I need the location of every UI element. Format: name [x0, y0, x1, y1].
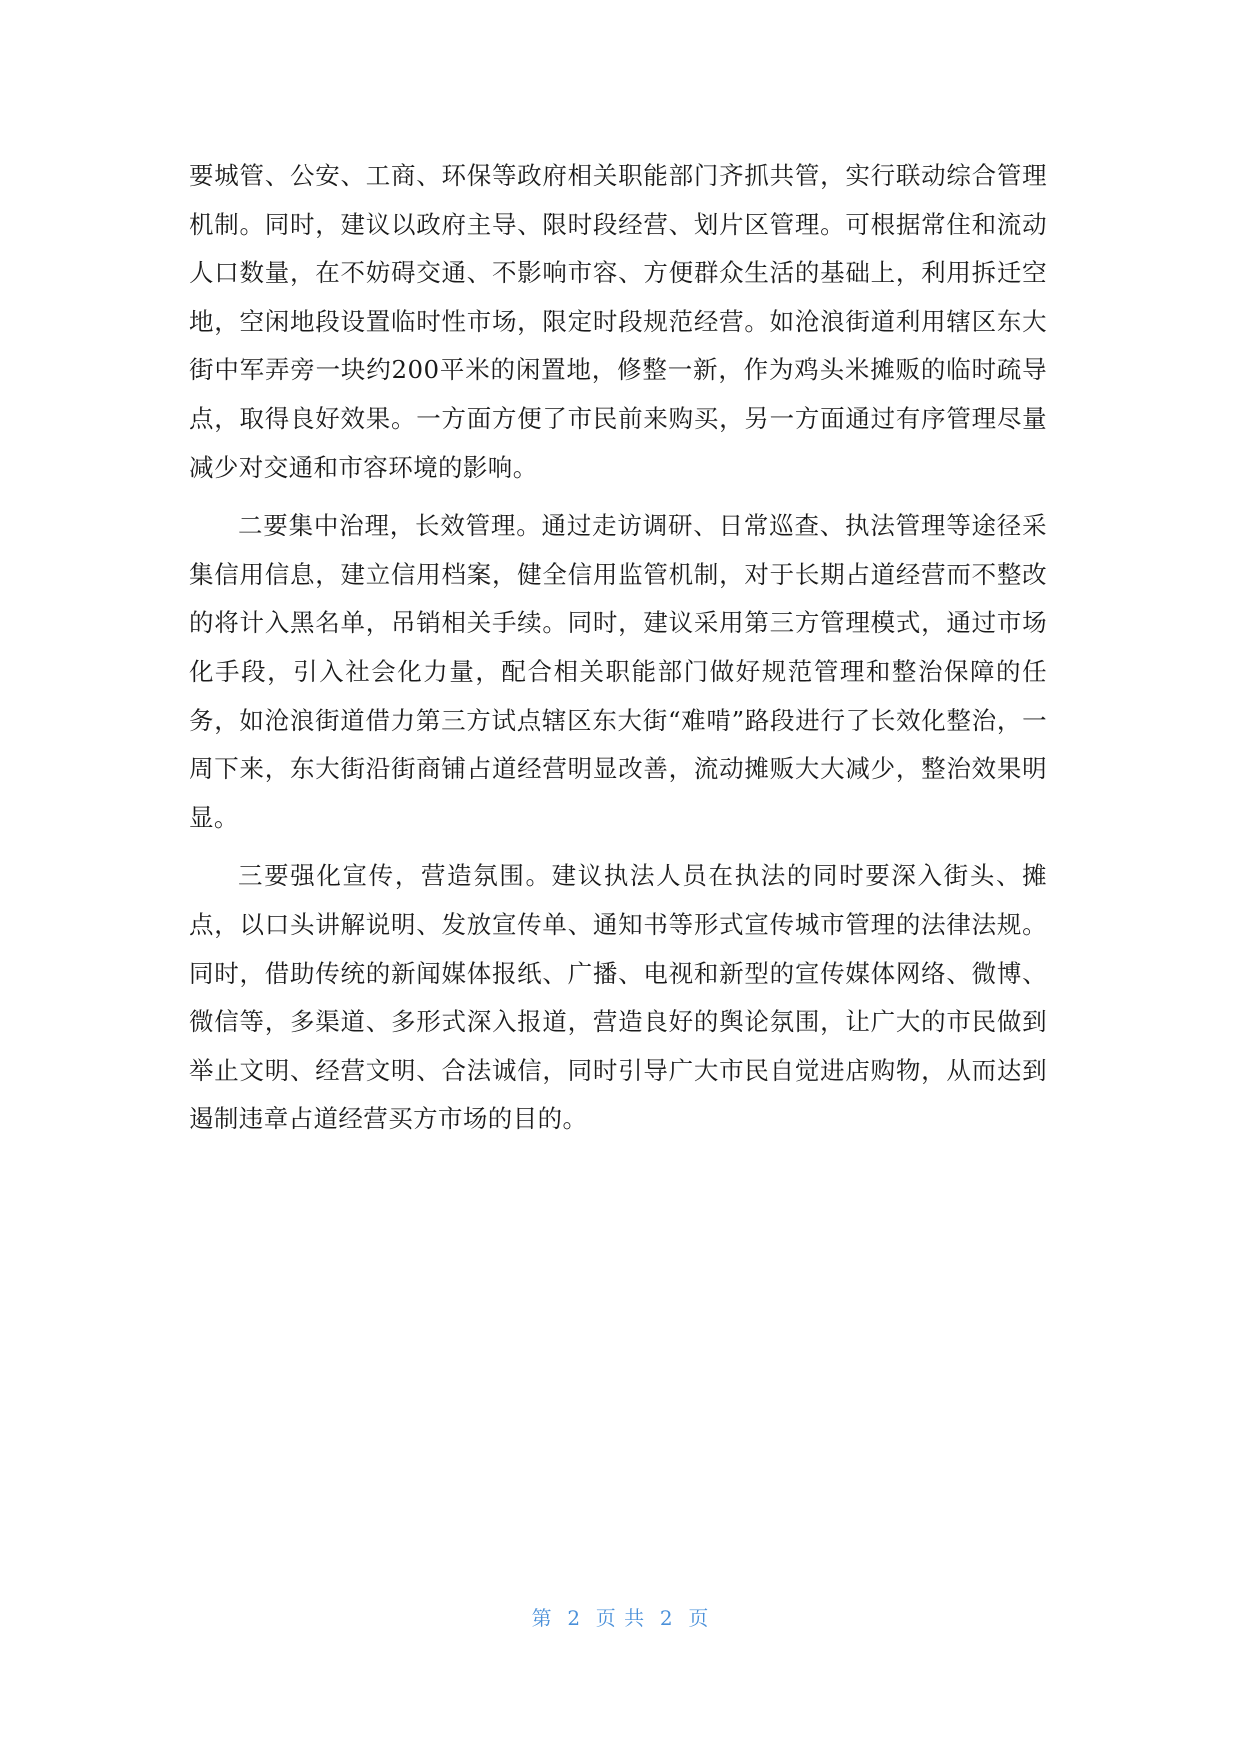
body-text	[189, 152, 1047, 1144]
paragraph-three: 三要强化宣传，营造氛围。建议执法人员在执法的同时要深入街头、摊点，以口头讲解说明、发放宣传单、通知书等形式宣传城市管理的法律法规。同时，借助传统的新闻媒体报纸、广播、电视和新型的宣传媒体网络、微博、微信等，多渠道、多形式深入报道，营造良好的舆论氛围，让广大的市民做到举止文明、经营文明、合法诚信，同时引导广大市民自觉进店购物，从而达到遏制违章占道经营买方市场的目的。	[189, 861, 1047, 1134]
paragraph-two: 二要集中治理，长效管理。通过走访调研、日常巡查、执法管理等途径采集信用信息，建立信用档案，健全信用监管机制，对于长期占道经营而不整改的将计入黑名单，吊销相关手续。同时，建议采用第三方管理模式，通过市场化手段，引入社会化力量，配合相关职能部门做好规范管理和整治保障的任务，如沧浪街道借力第三方试点辖区东大街“难啃”路段进行了长效化整治，一周下来，东大街沿街商铺占道经营明显改善，流动摊贩大大减少，整治效果明显。	[189, 511, 1047, 832]
page-number-footer: 第 2 页 共 2 页	[531, 1606, 710, 1630]
paragraph-continued: 要城管、公安、工商、环保等政府相关职能部门齐抓共管，实行联动综合管理机制。同时，建议以政府主导、限时段经营、划片区管理。可根据常住和流动人口数量，在不妨碍交通、不影响市容、方便群众生活的基础上，利用拆迁空地，空闲地段设置临时性市场，限定时段规范经营。如沧浪街道利用辖区东大街中军弄旁一块约200平米的闲置地，修整一新，作为鸡头米摊贩的临时疏导点，取得良好效果。一方面方便了市民前来购买，另一方面通过有序管理尽量减少对交通和市容环境的影响。	[189, 161, 1047, 482]
